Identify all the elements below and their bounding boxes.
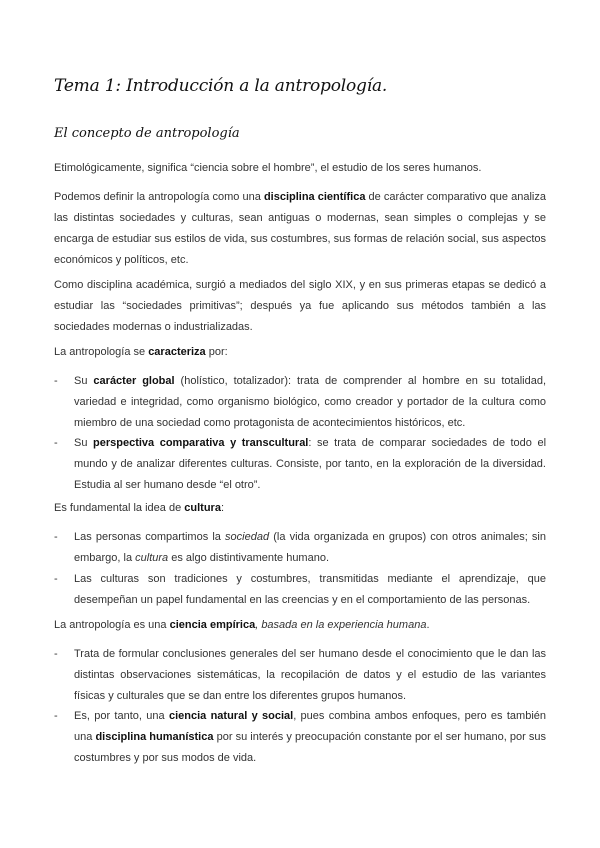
list-item: - Las personas compartimos la sociedad (la vida organizada en grupos) con otros animales; sin embargo, la cultura es algo distintivamente humano. xyxy=(54,527,546,569)
paragraph-etymology: Etimológicamente, significa “ciencia sobre el hombre”, el estudio de los seres humanos. xyxy=(54,162,482,174)
paragraph-history: Como disciplina académica, surgió a mediados del siglo XIX, y en sus primeras etapas se dedicó a estudiar las “sociedades primitivas”; después ya fue aplicando sus métodos también a las sociedades modernas o industrializadas. xyxy=(54,279,546,333)
list-item: - Su carácter global (holístico, totalizador): trata de comprender al hombre en su totalidad, variedad e integridad, como organismo biológico, como creador y portador de la cultura como miembro de una sociedad como protagonista de acontecimientos históricos, etc. xyxy=(54,371,546,434)
list-bullet: - xyxy=(54,375,58,387)
section-title: El concepto de antropología xyxy=(54,126,240,141)
list-bullet: - xyxy=(54,437,58,449)
page-title: Tema 1: Introducción a la antropología. xyxy=(54,76,388,96)
list-item: - Trata de formular conclusiones generales del ser humano desde el conocimiento que le dan las distintas observaciones sistemáticas, la recopilación de datos y el estudio de las variantes físicas y culturales que se dan entre los diferentes grupos humanos. xyxy=(54,644,546,707)
paragraph-definition: Podemos definir la antropología como una disciplina científica de carácter comparativo que analiza las distintas sociedades y culturas, sean antiguas o modernas, sean simples o complejas y se encarga de estudiar sus estilos de vida, sus costumbres, sus formas de relación social, sus aspectos económicos y políticos, etc. xyxy=(54,191,546,266)
list-bullet: - xyxy=(54,573,58,585)
paragraph-empirical: La antropología es una ciencia empírica, basada en la experiencia humana. xyxy=(54,619,430,631)
list-bullet: - xyxy=(54,531,58,543)
list-item: - Es, por tanto, una ciencia natural y social, pues combina ambos enfoques, pero es también una disciplina humanística por su interés y preocupación constante por el ser humano, por sus costumbres y por sus modos de vida. xyxy=(54,706,546,769)
list-item: - Las culturas son tradiciones y costumbres, transmitidas mediante el aprendizaje, que desempeñan un papel fundamental en las creencias y en el comportamiento de las personas. xyxy=(54,569,546,611)
list-bullet: - xyxy=(54,710,58,722)
paragraph-culture: Es fundamental la idea de cultura: xyxy=(54,502,225,514)
list-item: - Su perspectiva comparativa y transcultural: se trata de comparar sociedades de todo el mundo y de analizar diferentes culturas. Consiste, por tanto, en la exploración de la diversidad. Estudia al ser humano desde “el otro”. xyxy=(54,433,546,496)
paragraph-characteristics: La antropología se caracteriza por: xyxy=(54,346,228,358)
list-bullet: - xyxy=(54,648,58,660)
